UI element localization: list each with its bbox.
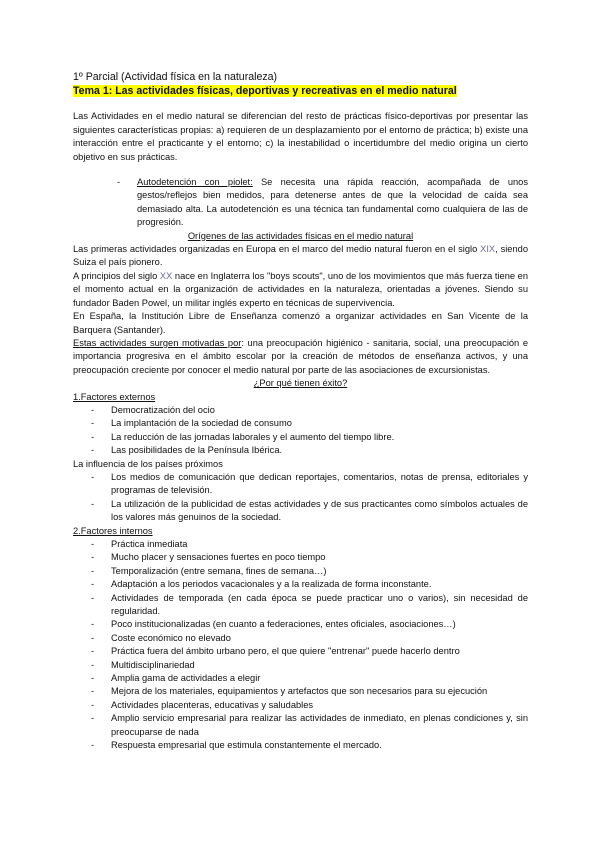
origins-heading: Orígenes de las actividades físicas en el medio natural [187,230,414,241]
course-title: 1º Parcial (Actividad física en la naturaleza) [73,71,278,83]
topic-heading: Tema 1: Las actividades físicas, deportivas y recreativas en el medio natural [73,85,457,97]
century-xx: XX [159,270,173,281]
list-item: - Las posibilidades de la Península Ibérica. [73,444,528,457]
countries-list [73,471,528,525]
document-page [73,70,528,753]
autodetencion-label: Autodetención con piolet: [137,177,253,188]
list-item: - Democratización del ocio [73,404,528,417]
text-span: A principios del siglo [73,270,160,281]
list-item: - La implantación de la sociedad de consumo [73,417,528,430]
list-item: - Mucho placer y sensaciones fuertes en poco tiempo [73,551,528,564]
internal-factors-title: 2.Factores internos [73,525,153,536]
intro-paragraph: Las Actividades en el medio natural se diferencian del resto de prácticas físico-deportivas por presentar las siguientes características propias: a) requieren de un desplazamiento por el entorno de práctica; b) existe una interacción entre el practicante y el entorno; c) la inestabilidad o incertidumbre del medio origina un cierto objetivo en sus prácticas. [73,111,528,162]
text-span: : una preocupación higiénico - sanitaria, social, una preocupación e importancia progresiva en el ámbito escolar por la creación de métodos de enseñanza activos, y una preocupación creciente por conocer el medio natural por parte de las asociaciones de excursionistas. [73,337,528,375]
list-item: - Multidisciplinariedad [73,659,528,672]
external-factors-title: 1.Factores externos [73,391,156,402]
list-item: - Coste económico no elevado [73,632,528,645]
list-item: - Amplia gama de actividades a elegir [73,672,528,685]
origins-paragraph-3: En España, la Institución Libre de Enseñanza comenzó a organizar actividades en San Vicente de la Barquera (Santander). [73,311,528,335]
list-item: - Los medios de comunicación que dedican reportajes, comentarios, notas de prensa, editoriales y programas de televisión. [73,471,528,498]
success-heading: ¿Por qué tienen éxito? [253,378,348,389]
list-item: - Práctica inmediata [73,538,528,551]
list-item [73,176,528,230]
autodetencion-list [73,176,528,230]
motivations-label: Estas actividades surgen motivadas por [73,337,242,348]
text-span: , siendo Suiza el país pionero. [73,244,528,268]
text-span: nace en Inglaterra los "boys scouts", uno de los movimientos que más fuerza tiene en el momento actual en la organización de actividades en la naturaleza, orientadas a jóvenes. Siendo su fundador Baden Powel, un militar inglés experto en técnicas de supervivencia. [73,270,528,308]
origins-paragraph-2 [73,270,528,310]
list-item: - Actividades placenteras, educativas y saludables [73,699,528,712]
list-item: - Actividades de temporada (en cada época se puede practicar uno o varios), sin necesidad de regularidad. [73,592,528,619]
text-span: Las primeras actividades organizadas en Europa en el marco del medio natural fueron en el siglo [73,244,481,255]
list-item: - Adaptación a los periodos vacacionales y a la realizada de forma inconstante. [73,578,528,591]
countries-title: La influencia de los países próximos [73,458,223,469]
list-item: - Respuesta empresarial que estimula constantemente el mercado. [73,739,528,752]
list-item: - Poco institucionalizadas (en cuanto a federaciones, entes oficiales, asociaciones…) [73,618,528,631]
list-item: - Mejora de los materiales, equipamientos y artefactos que son necesarios para su ejecución [73,685,528,698]
list-item: - Práctica fuera del ámbito urbano pero, el que quiere "entrenar" puede hacerlo dentro [73,645,528,658]
autodetencion-text: Se necesita una rápida reacción, acompañada de unos gestos/reflejos bien medidos, para detenerse antes de que la velocidad de caída sea demasiado alta. La autodetención es una técnica tan fundamental como cualquiera de las de progresión. [137,177,528,228]
external-factors-list [73,404,528,458]
century-xix: XIX [480,244,496,255]
origins-paragraph-1 [73,243,528,270]
list-item: - Amplio servicio empresarial para realizar las actividades de inmediato, en plenas condiciones y, sin preocuparse de nada [73,712,528,739]
list-item: - Temporalización (entre semana, fines de semana…) [73,565,528,578]
list-item: - La utilización de la publicidad de estas actividades y de sus practicantes como símbolos actuales de los valores más genuinos de la sociedad. [73,498,528,525]
list-item: - La reducción de las jornadas laborales y el aumento del tiempo libre. [73,431,528,444]
origins-paragraph-4 [73,337,528,377]
internal-factors-list [73,538,528,753]
